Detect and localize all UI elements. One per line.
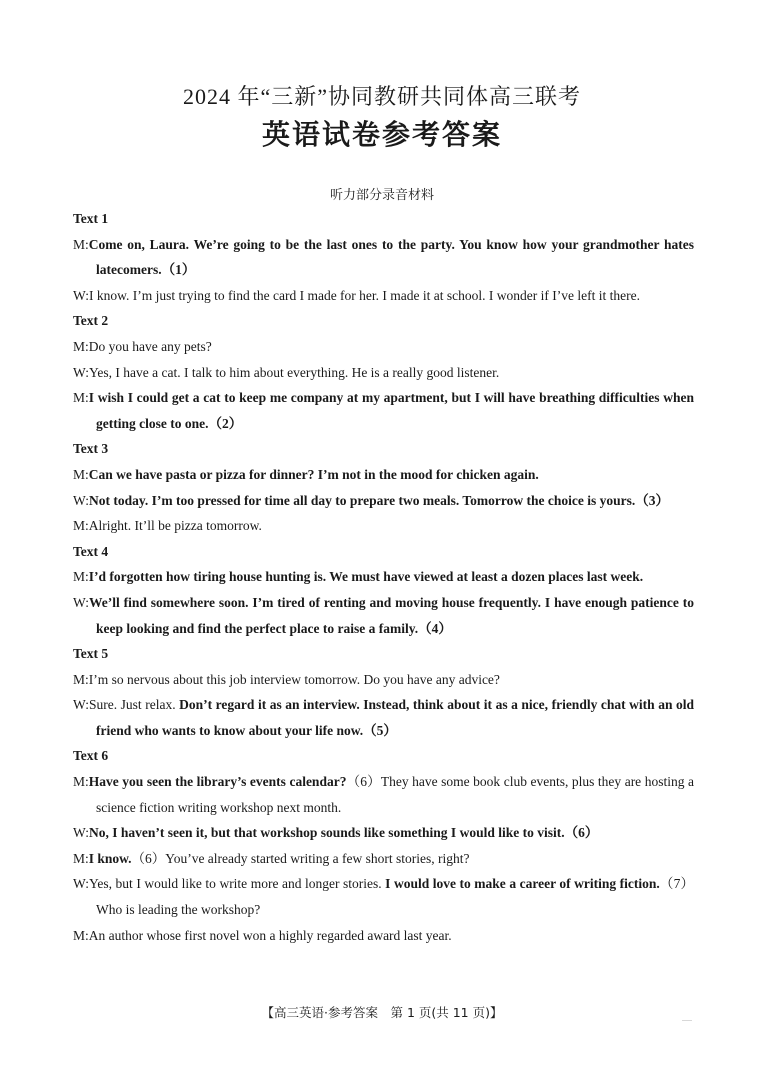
dialogue-line [73, 462, 694, 488]
text-heading: Text 2 [73, 313, 109, 329]
text-heading: Text 4 [73, 543, 109, 559]
answer-text: Have you seen the library’s events calendar? [88, 774, 347, 790]
answer-text: I know. [88, 850, 132, 866]
dialogue-line [73, 820, 694, 846]
speaker-label: M: [73, 569, 89, 585]
speaker-label: M: [73, 850, 89, 866]
dialogue-line [73, 846, 694, 872]
dialogue-line [73, 564, 694, 590]
dialogue-line [73, 283, 694, 309]
dialogue-line [73, 871, 694, 922]
dialogue-text: Do you have any pets? [88, 338, 212, 354]
text-heading: Text 6 [73, 748, 109, 764]
dialogue-text: Yes, but I would like to write more and longer stories. [89, 876, 386, 892]
page-footer: 【高三英语·参考答案 第 1 页(共 11 页)】 [261, 1005, 503, 1020]
dialogue-line [73, 488, 694, 514]
speaker-label: M: [73, 466, 89, 482]
answer-text: I’d forgotten how tiring house hunting is. We must have viewed at least a dozen places last week. [88, 569, 644, 585]
speaker-label: W: [73, 287, 89, 303]
speaker-label: M: [73, 390, 89, 406]
dialogue-line [73, 667, 694, 693]
section-title: 听力部分录音材料 [329, 188, 434, 203]
answer-text: I wish I could get a cat to keep me company at my apartment, but I will have breathing difficulties when getting close to one.（2） [88, 390, 694, 431]
exam-title: 2024 年“三新”协同教研共同体高三联考 [182, 84, 582, 109]
speaker-label: M: [73, 927, 89, 943]
dialogue-text: I’m so nervous about this job interview tomorrow. Do you have any advice? [88, 671, 500, 687]
dialogue-line [73, 590, 694, 641]
dialogue-line [73, 692, 694, 743]
dialogue-text: Sure. Just relax. [89, 697, 180, 713]
dialogue-text: I know. I’m just trying to find the card I made for her. I made it at school. I wonder if I’ve left it there. [89, 287, 640, 303]
answer-text: Don’t regard it as an interview. Instead, think about it as a nice, friendly chat with an old friend who wants to know about your life now.（5） [96, 697, 695, 738]
dialogue-line [73, 334, 694, 360]
dialogue-line [73, 769, 694, 820]
speaker-label: W: [73, 825, 89, 841]
corner-mark: ..... [682, 1014, 692, 1023]
answer-text: Not today. I’m too pressed for time all day to prepare two meals. Tomorrow the choice is yours.（3） [89, 492, 669, 508]
dialogue-text: Alright. It’ll be pizza tomorrow. [88, 518, 262, 534]
speaker-label: M: [73, 236, 89, 252]
speaker-label: M: [73, 338, 89, 354]
text-heading: Text 5 [73, 646, 109, 662]
dialogue-text: （6）You’ve already started writing a few short stories, right? [131, 850, 470, 866]
speaker-label: W: [73, 594, 89, 610]
answer-text: I would love to make a career of writing fiction. [385, 876, 660, 892]
text-heading: Text 1 [73, 211, 109, 226]
text-heading: Text 3 [73, 441, 109, 457]
dialogue-text: Yes, I have a cat. I talk to him about everything. He is a really good listener. [89, 364, 500, 380]
dialogue-line [73, 923, 694, 949]
dialogue-text: （7）Who is leading the workshop? [96, 876, 694, 918]
speaker-label: M: [73, 671, 89, 687]
speaker-label: W: [73, 364, 89, 380]
speaker-label: W: [73, 697, 89, 713]
dialogue-line [73, 232, 694, 283]
answer-text: We’ll find somewhere soon. I’m tired of renting and moving house frequently. I have enough patience to keep looking and find the perfect place to raise a family.（4） [89, 594, 694, 636]
answer-text: Come on, Laura. We’re going to be the last ones to the party. You know how your grandmother hates latecomers.（1） [88, 236, 694, 278]
dialogue-text: An author whose first novel won a highly regarded award last year. [88, 927, 452, 943]
dialogue-text: （6）They have some book club events, plus they are hosting a science fiction writing workshop next month. [96, 774, 694, 815]
speaker-label: M: [73, 518, 89, 534]
dialogue-line [73, 513, 694, 539]
answer-key-title: 英语试卷参考答案 [261, 120, 502, 151]
transcript-body [73, 206, 694, 948]
dialogue-line [73, 360, 694, 386]
speaker-label: M: [73, 774, 89, 790]
dialogue-line [73, 385, 694, 436]
speaker-label: W: [73, 876, 89, 892]
answer-text: No, I haven’t seen it, but that workshop sounds like something I would like to visit.（6） [89, 825, 599, 841]
speaker-label: W: [73, 492, 89, 508]
answer-text: Can we have pasta or pizza for dinner? I’m not in the mood for chicken again. [88, 466, 539, 482]
